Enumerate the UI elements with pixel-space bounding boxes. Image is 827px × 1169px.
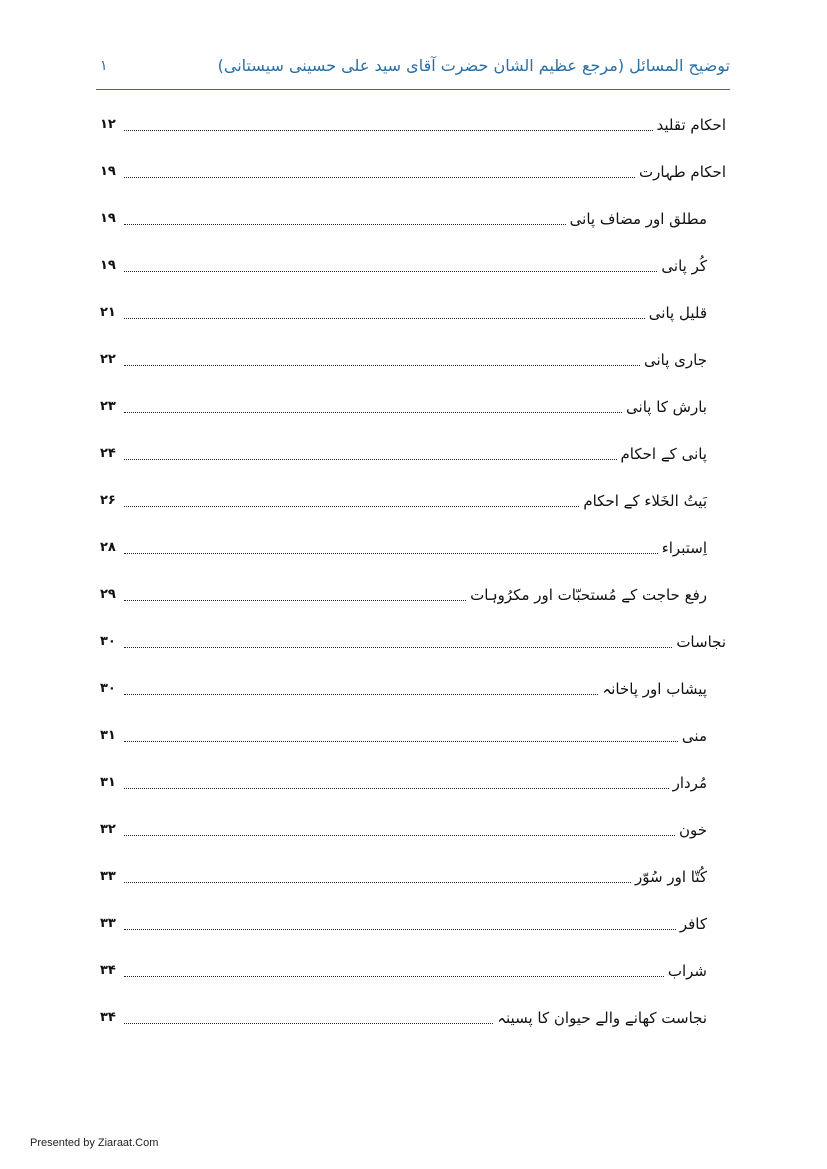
- toc-entry-page: ۳۳: [100, 916, 116, 931]
- toc-entry-page: ۲۴: [100, 446, 116, 461]
- toc-entry-page: ۳۴: [100, 963, 116, 978]
- toc-entry-page: ۱۹: [100, 258, 116, 273]
- toc-dot-leader: [124, 552, 658, 554]
- toc-entry[interactable]: [100, 672, 707, 700]
- toc-entry-title: مُردار: [672, 774, 707, 792]
- toc-entry-title: رفع حاجت کے مُستحبّات اور مکرُوہات: [470, 586, 707, 604]
- toc-entry-page: ۳۴: [100, 1010, 116, 1025]
- toc-entry-page: ۱۹: [100, 164, 116, 179]
- toc-entry-page: ۱۹: [100, 211, 116, 226]
- toc-entry-title: احکام طہارت: [638, 163, 726, 181]
- toc-entry-page: ۲۹: [100, 587, 116, 602]
- toc-dot-leader: [124, 364, 640, 366]
- toc-entry-page: ۲۳: [100, 399, 116, 414]
- toc-entry-title: قلیل پانی: [648, 304, 707, 322]
- toc-entry-page: ۳۱: [100, 775, 116, 790]
- toc-dot-leader: [124, 599, 466, 601]
- toc-entry-title: جاری پانی: [643, 351, 707, 369]
- toc-dot-leader: [124, 975, 664, 977]
- toc-dot-leader: [124, 787, 669, 789]
- toc-dot-leader: [124, 176, 635, 178]
- toc-entry-page: ۳۰: [100, 681, 116, 696]
- toc-entry-title: کُتّا اور سُوّر: [635, 868, 707, 886]
- toc-dot-leader: [124, 928, 676, 930]
- toc-entry-title: پیشاب اور پاخانہ: [602, 680, 707, 698]
- toc-entry[interactable]: [100, 1001, 707, 1029]
- toc-entry[interactable]: [100, 155, 726, 183]
- toc-entry[interactable]: [100, 249, 707, 277]
- toc-entry-title: کُر پانی: [661, 257, 707, 275]
- toc-dot-leader: [124, 317, 645, 319]
- toc-dot-leader: [124, 834, 675, 836]
- toc-dot-leader: [124, 881, 631, 883]
- toc-entry-page: ۳۲: [100, 822, 116, 837]
- toc-entry[interactable]: [100, 860, 707, 888]
- toc-entry[interactable]: [100, 343, 707, 371]
- toc-entry[interactable]: [100, 813, 707, 841]
- toc-entry[interactable]: [100, 296, 707, 324]
- toc-entry-page: ۳۱: [100, 728, 116, 743]
- toc-entry-title: بَیتُ الخَلاء کے احکام: [583, 492, 707, 510]
- toc-entry[interactable]: [100, 390, 707, 418]
- toc-dot-leader: [124, 693, 598, 695]
- toc-entry[interactable]: [100, 108, 726, 136]
- toc-entry-title: خون: [678, 821, 707, 839]
- toc-dot-leader: [124, 270, 657, 272]
- toc-dot-leader: [124, 1022, 493, 1024]
- toc-dot-leader: [124, 129, 653, 131]
- header-title: توضیح المسائل (مرجع عظیم الشان حضرت آقای سید علی حسینی سیستانی): [217, 56, 730, 75]
- toc-entry-title: نجاست کھانے والے حیوان کا پسینہ: [497, 1009, 707, 1027]
- toc-dot-leader: [124, 505, 579, 507]
- toc-entry[interactable]: [100, 719, 707, 747]
- toc-entry-page: ۲۱: [100, 305, 116, 320]
- toc-entry[interactable]: [100, 437, 707, 465]
- toc-entry-page: ۱۲: [100, 117, 116, 132]
- toc-entry-title: منی: [681, 727, 707, 745]
- toc-entry-title: پانی کے احکام: [620, 445, 707, 463]
- toc-dot-leader: [124, 458, 617, 460]
- toc-entry-page: ۲۸: [100, 540, 116, 555]
- footer-credit: Presented by Ziaraat.Com: [30, 1137, 159, 1149]
- toc-entry[interactable]: [100, 531, 707, 559]
- toc-dot-leader: [124, 646, 672, 648]
- toc-entry-title: کافر: [679, 915, 707, 933]
- toc-entry-title: اِستبراء: [661, 539, 707, 557]
- toc-entry[interactable]: [100, 766, 707, 794]
- toc-entry-title: بارش کا پانی: [626, 398, 707, 416]
- toc-entry-page: ۲۲: [100, 352, 116, 367]
- toc-entry-title: شراب: [667, 962, 707, 980]
- toc-entry[interactable]: [100, 484, 707, 512]
- toc-entry-title: احکام تقلید: [656, 116, 726, 134]
- toc-entry-page: ۳۳: [100, 869, 116, 884]
- toc-dot-leader: [124, 223, 566, 225]
- toc-dot-leader: [124, 411, 622, 413]
- toc-entry[interactable]: [100, 907, 707, 935]
- header-page-number: ۱: [100, 58, 108, 74]
- toc-entry-page: ۳۰: [100, 634, 116, 649]
- toc-dot-leader: [124, 740, 678, 742]
- toc-entry-page: ۲۶: [100, 493, 116, 508]
- toc-entry[interactable]: [100, 954, 707, 982]
- toc-entry[interactable]: [100, 578, 707, 606]
- toc-entry[interactable]: [100, 625, 726, 653]
- toc-entry-title: نجاسات: [676, 633, 726, 651]
- toc-entry-title: مطلق اور مضاف پانی: [569, 210, 707, 228]
- toc-entry[interactable]: [100, 202, 707, 230]
